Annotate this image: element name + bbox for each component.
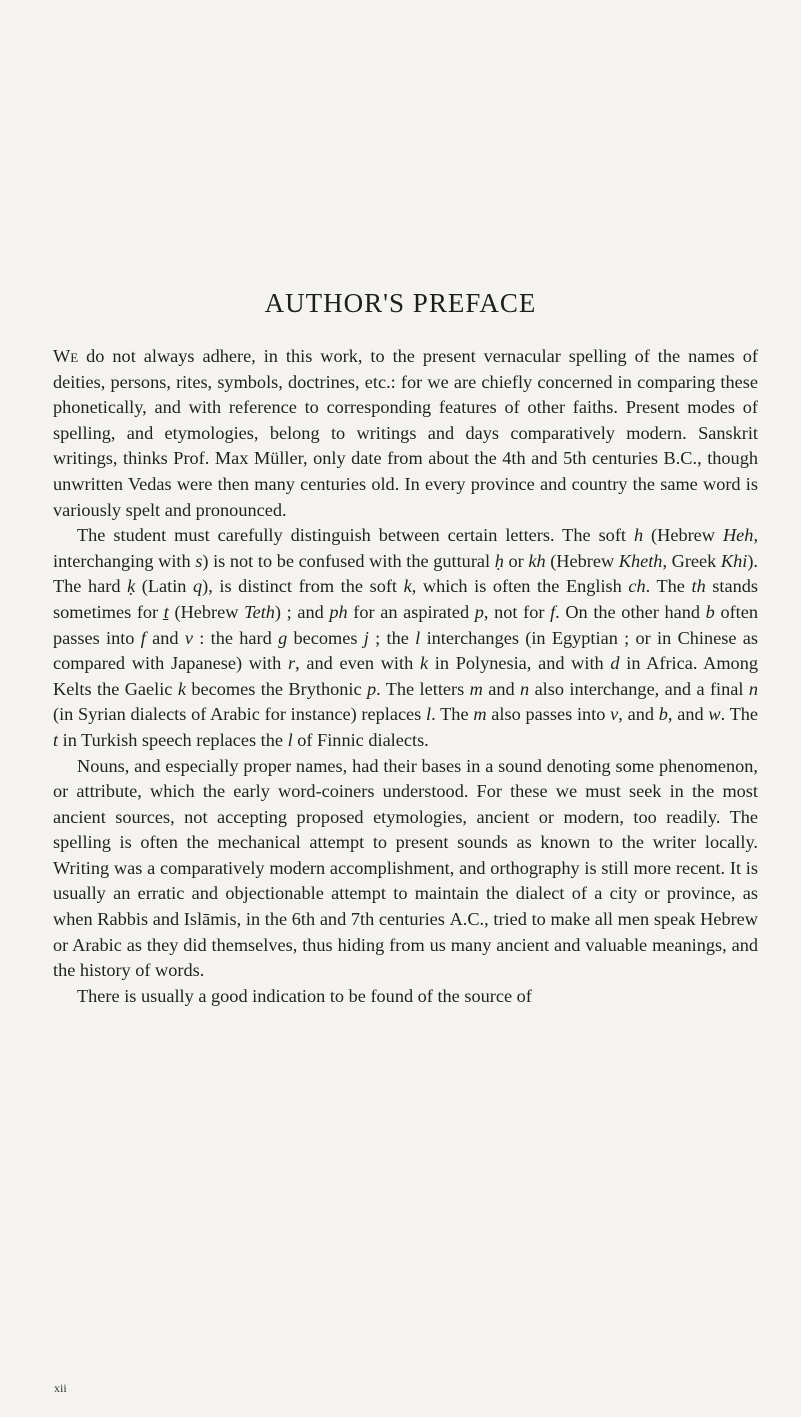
page-title: AUTHOR'S PREFACE (264, 288, 537, 318)
page-number: xii (54, 1381, 67, 1395)
preface-body (53, 344, 758, 1009)
paragraph-3: Nouns, and especially proper names, had their bases in a sound denoting some phenomenon, or attribute, which the early word-coiners understood. For these we must seek in the most ancient sources, not accepting proposed etymologies, ancient or modern, too readily. The spelling is often the mechanical attempt to present sounds as known to the writer locally. Writing was a comparatively modern accomplishment, and orthography is still more recent. It is usually an erratic and objectionable attempt to maintain the dialect of a city or province, as when Rabbis and Islāmis, in the 6th and 7th centuries A.C., tried to make all men speak Hebrew or Arabic as they did themselves, thus hiding from us many ancient and valuable meanings, and the history of words. (53, 755, 758, 981)
paragraph-4: There is usually a good indication to be found of the source of (77, 985, 532, 1006)
paragraph-2: The student must carefully distinguish between certain letters. The soft h (Hebrew Heh, interchanging with s) is not to be confused with the guttural ḥ or kh (Hebrew Kheth, Greek Khi). The hard ḳ (Latin q), is distinct from the soft k, which is often the English ch. The th stands sometimes for ṯ (Hebrew Teth) ; and ph for an aspirated p, not for f. On the other hand b often passes into f and v : the hard g becomes j ; the l interchanges (in Egyptian ; or in Chinese as compared with Japanese) with r, and even with k in Polynesia, and with d in Africa. Among Kelts the Gaelic k becomes the Brythonic p. The letters m and n also interchange, and a final n (in Syrian dialects of Arabic for instance) replaces l. The m also passes into v, and b, and w. The t in Turkish speech replaces the l of Finnic dialects. (53, 525, 759, 750)
paragraph-1: We do not always adhere, in this work, to the present vernacular spelling of the names of deities, persons, rites, symbols, doctrines, etc.: for we are chiefly concerned in comparing these phonetically, and with reference to corresponding features of other faiths. Present modes of spelling, and etymologies, belong to writings and days comparatively modern. Sanskrit writings, thinks Prof. Max Müller, only date from about the 4th and 5th centuries B.C., though unwritten Vedas were then many centuries old. In every province and country the same word is variously spelt and pronounced. (53, 346, 758, 520)
